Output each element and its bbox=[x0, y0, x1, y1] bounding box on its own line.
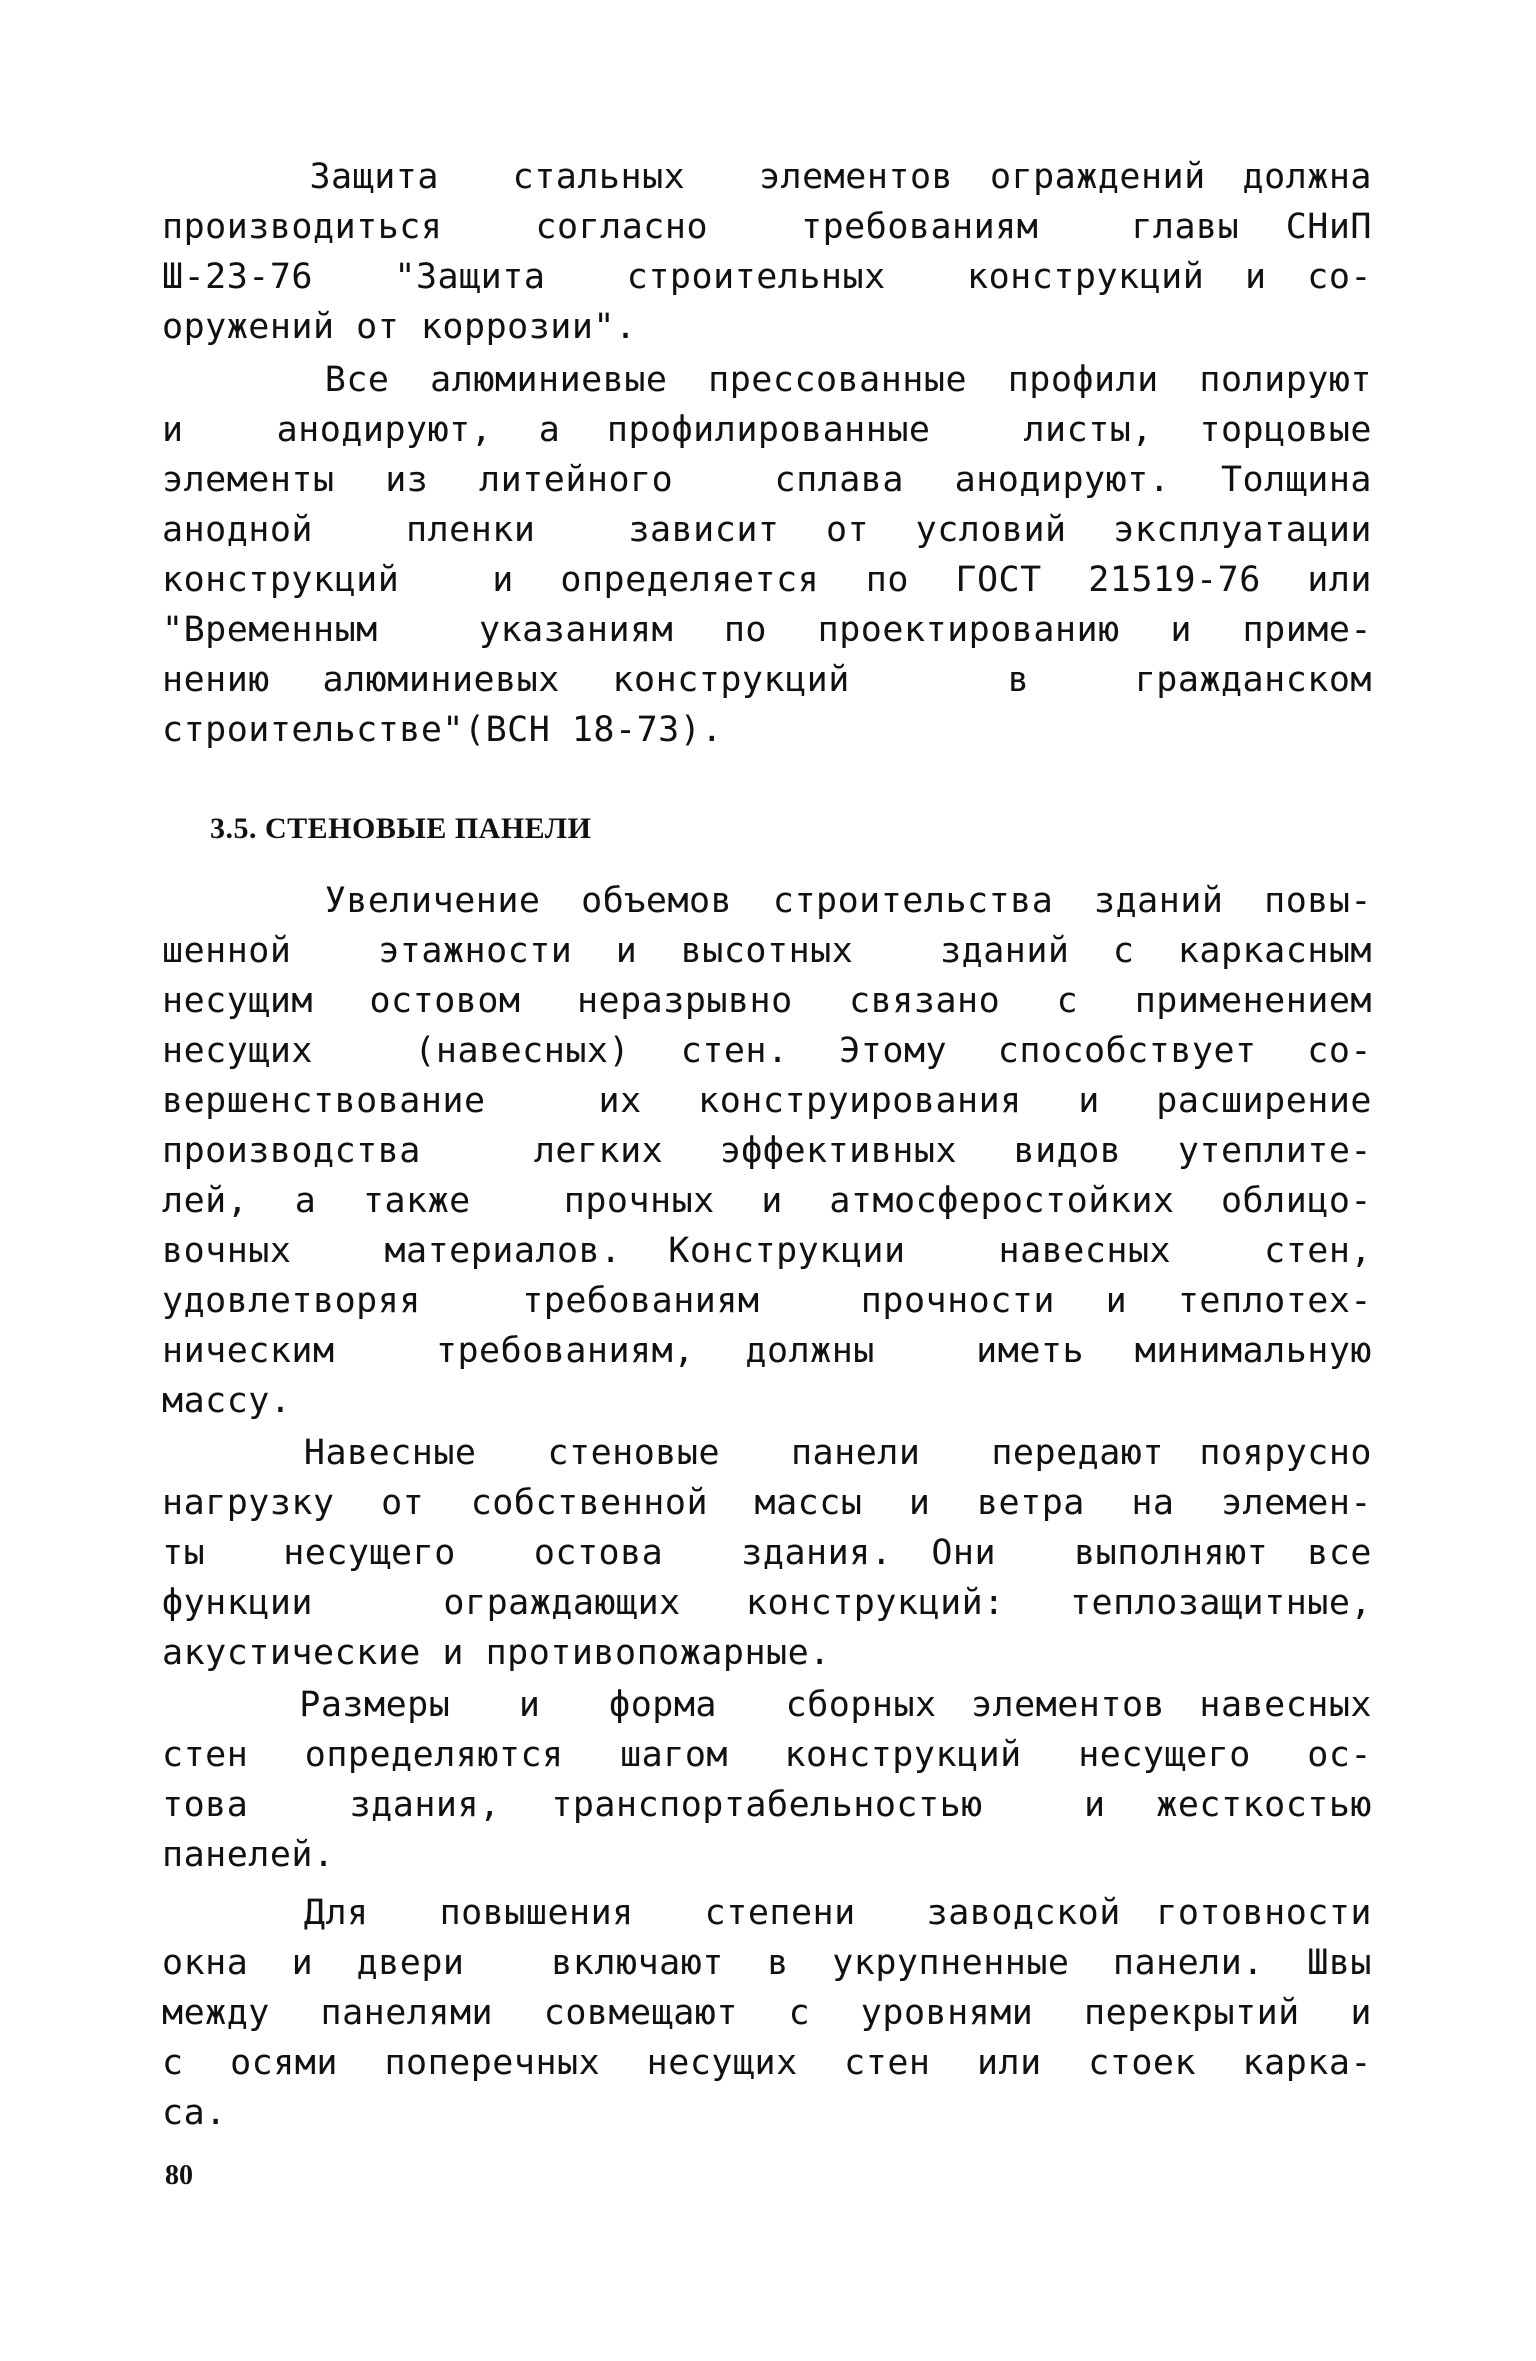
text-line: элементы из литейного сплава анодируют. Толщина bbox=[162, 460, 1372, 500]
text-line: строительстве"(ВСН 18-73). bbox=[162, 710, 723, 750]
text-line: производства легких эффективных видов утеплите- bbox=[162, 1131, 1372, 1171]
text-line: конструкций и определяется по ГОСТ 21519-76 или bbox=[162, 560, 1372, 600]
paragraph-windows-doors bbox=[162, 1888, 1372, 2138]
text-line: анодной пленки зависит от условий эксплуатации bbox=[162, 510, 1372, 550]
text-line: удовлетворяя требованиям прочности и теплотех- bbox=[162, 1281, 1372, 1321]
text-line: Размеры и форма сборных элементов навесных bbox=[162, 1685, 1372, 1725]
text-line: массу. bbox=[162, 1381, 292, 1421]
text-line: несущих (навесных) стен. Этому способствует со- bbox=[162, 1031, 1372, 1071]
text-line: окна и двери включают в укрупненные панели. Швы bbox=[162, 1943, 1372, 1983]
text-line: това здания, транспортабельностью и жесткостью bbox=[162, 1785, 1372, 1825]
text-line: лей, а также прочных и атмосферостойких облицо- bbox=[162, 1181, 1372, 1221]
text-line: "Временным указаниям по проектированию и приме- bbox=[162, 610, 1372, 650]
text-line: нению алюминиевых конструкций в гражданском bbox=[162, 660, 1372, 700]
paragraph-curtain-walls bbox=[162, 876, 1372, 1426]
text-line: акустические и противопожарные. bbox=[162, 1633, 831, 1673]
paragraph-aluminium-profiles bbox=[162, 355, 1372, 755]
text-line: Увеличение объемов строительства зданий повы- bbox=[162, 881, 1372, 921]
paragraph-hanging-panels bbox=[162, 1428, 1372, 1678]
text-line: между панелями совмещают с уровнями перекрытий и bbox=[162, 1993, 1372, 2033]
text-line: вершенствование их конструирования и расширение bbox=[162, 1081, 1372, 1121]
text-line: стен определяются шагом конструкций несущего ос- bbox=[162, 1735, 1372, 1775]
text-line: ты несущего остова здания. Они выполняют все bbox=[162, 1533, 1372, 1573]
text-line: функции ограждающих конструкций: теплозащитные, bbox=[162, 1583, 1372, 1623]
text-line: несущим остовом неразрывно связано с применением bbox=[162, 981, 1372, 1021]
text-line: Ш-23-76 "Защита строительных конструкций и со- bbox=[162, 257, 1372, 297]
text-line: шенной этажности и высотных зданий с каркасным bbox=[162, 931, 1372, 971]
text-line: с осями поперечных несущих стен или стоек карка- bbox=[162, 2043, 1372, 2083]
text-line: и анодируют, а профилированные листы, торцовые bbox=[162, 410, 1372, 450]
text-line: Все алюминиевые прессованные профили полируют bbox=[162, 360, 1372, 400]
paragraph-steel-protection bbox=[162, 152, 1372, 352]
text-line: производиться согласно требованиям главы СНиП bbox=[162, 207, 1372, 247]
page-number: 80 bbox=[165, 2160, 193, 2191]
section-heading: 3.5. СТЕНОВЫЕ ПАНЕЛИ bbox=[210, 812, 592, 845]
text-line: панелей. bbox=[162, 1835, 335, 1875]
text-line: Для повышения степени заводской готовности bbox=[162, 1893, 1372, 1933]
text-line: вочных материалов. Конструкции навесных стен, bbox=[162, 1231, 1372, 1271]
text-line: са. bbox=[162, 2093, 227, 2133]
text-line: ническим требованиям, должны иметь минимальную bbox=[162, 1331, 1372, 1371]
paragraph-panel-dimensions bbox=[162, 1680, 1372, 1880]
text-line: оружений от коррозии". bbox=[162, 307, 637, 347]
text-line: Навесные стеновые панели передают поярусно bbox=[162, 1433, 1372, 1473]
text-line: Защита стальных элементов ограждений должна bbox=[162, 157, 1372, 197]
text-line: нагрузку от собственной массы и ветра на элемен- bbox=[162, 1483, 1372, 1523]
